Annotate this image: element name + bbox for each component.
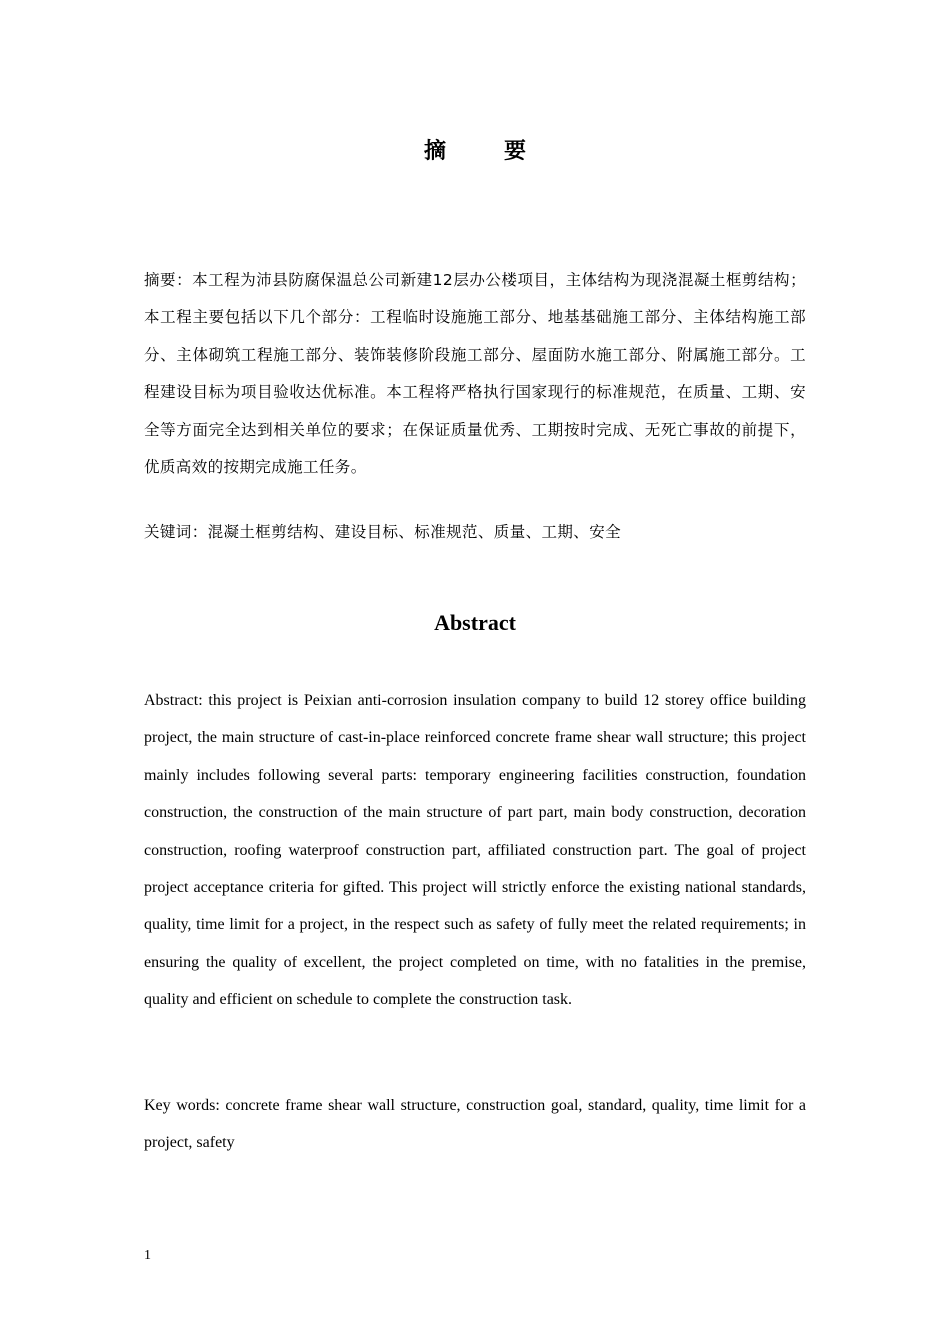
chinese-keywords: 关键词：混凝土框剪结构、建设目标、标准规范、质量、工期、安全	[144, 523, 622, 541]
english-abstract-title: Abstract	[434, 610, 516, 635]
english-keywords: Key words: concrete frame shear wall structure, construction goal, standard, quality, time limit for a project, safety	[144, 1097, 806, 1152]
page-number: 1	[144, 1248, 151, 1263]
chinese-abstract-body: 摘要：本工程为沛县防腐保温总公司新建12层办公楼项目，主体结构为现浇混凝土框剪结构；本工程主要包括以下几个部分：工程临时设施施工部分、地基基础施工部分、主体结构施工部分、主体砌筑工程施工部分、装饰装修阶段施工部分、屋面防水施工部分、附属施工部分。工程建设目标为项目验收达优标准。本工程将严格执行国家现行的标准规范，在质量、工期、安全等方面完全达到相关单位的要求；在保证质量优秀、工期按时完成、无死亡事故的前提下，优质高效的按期完成施工任务。	[144, 271, 806, 477]
english-abstract-body: Abstract: this project is Peixian anti-corrosion insulation company to build 12 storey office building project, the main structure of cast-in-place reinforced concrete frame shear wall structure; this project mainly includes following several parts: temporary engineering facilities construction, foundation construction, the construction of the main structure of part part, main body construction, decoration construction, roofing waterproof construction part, affiliated construction part. The goal of project project acceptance criteria for gifted. This project will strictly enforce the existing national standards, quality, time limit for a project, in the respect such as safety of fully meet the related requirements; in ensuring the quality of excellent, the project completed on time, with no fatalities in the premise, quality and efficient on schedule to complete the construction task.	[144, 692, 806, 1009]
chinese-abstract-title: 摘要	[423, 139, 584, 164]
